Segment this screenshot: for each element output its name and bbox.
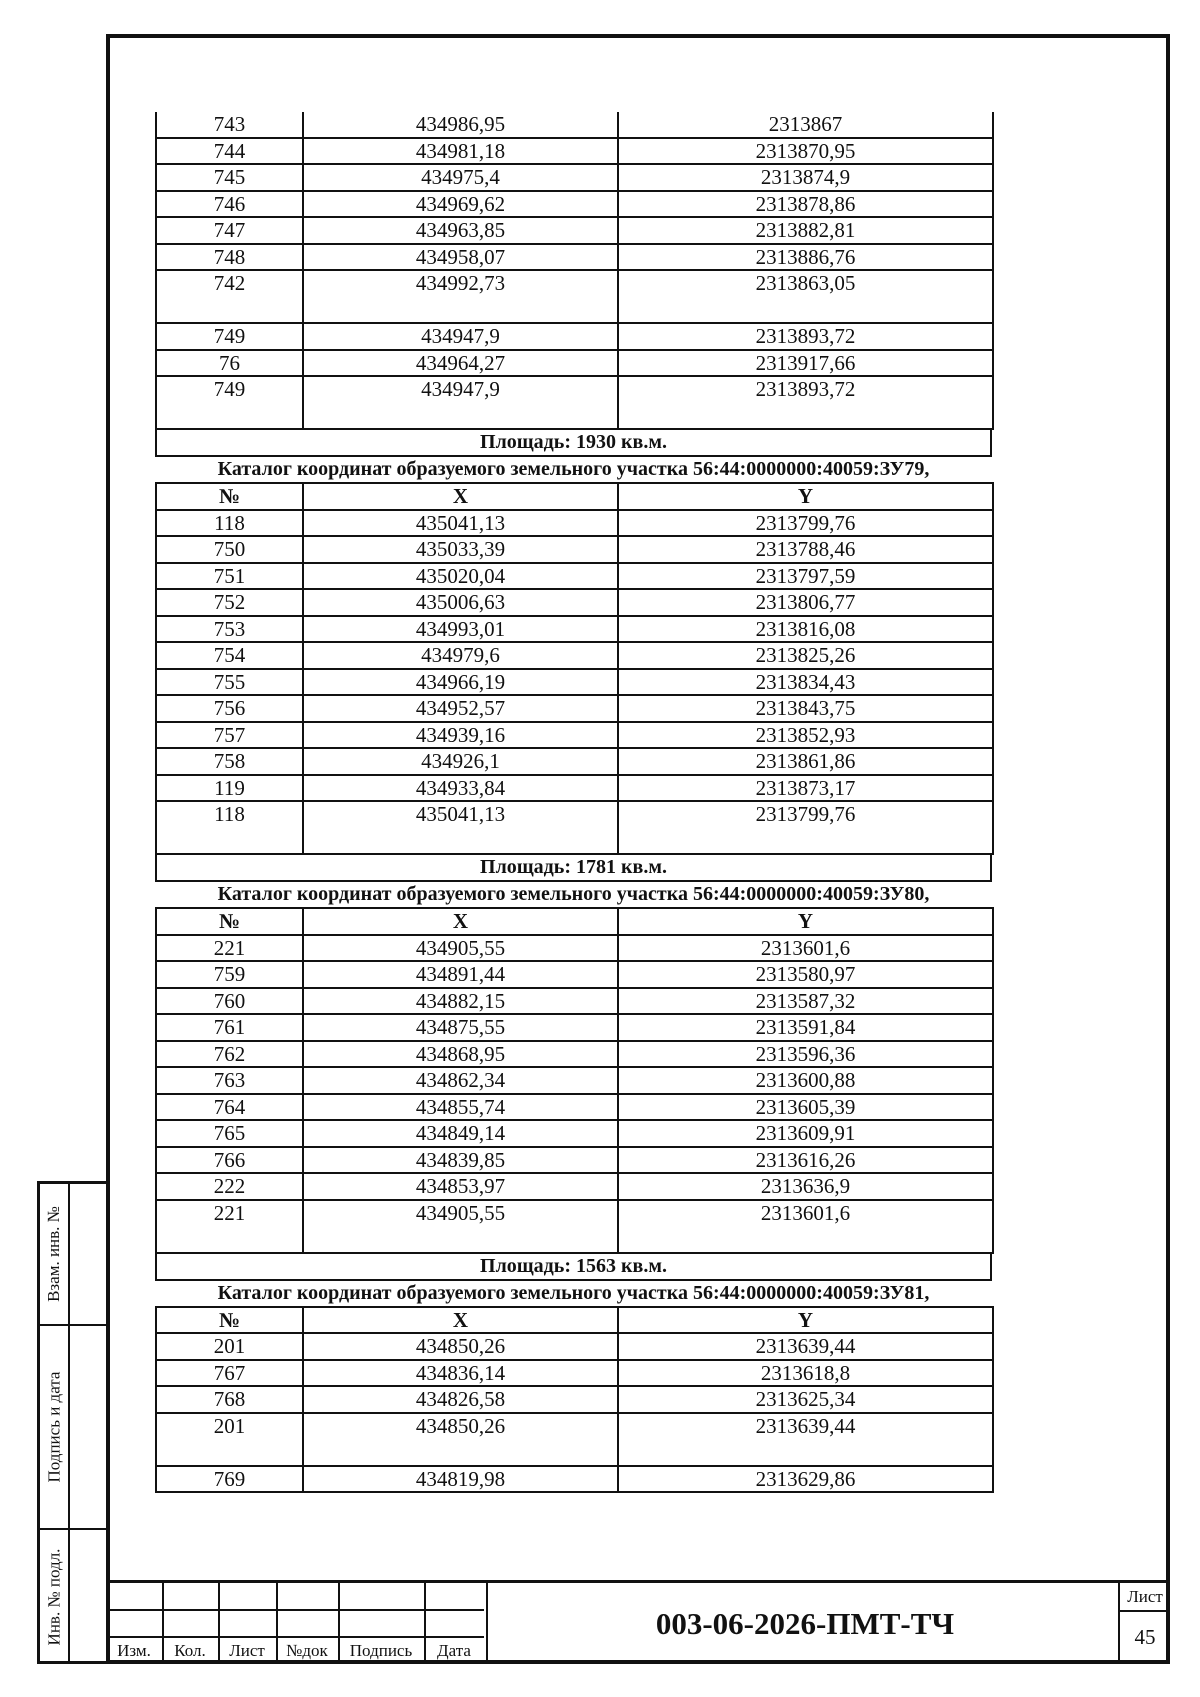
table-row [156,669,993,696]
coordinates-table [155,482,994,855]
revision-grid [106,1583,484,1664]
x-coordinate-cell: 434933,84 [303,775,618,802]
table-row [156,112,993,138]
x-header: X [303,1307,618,1334]
x-coordinate-cell: 434947,9 [303,323,618,350]
point-number-cell: 118 [156,801,303,854]
y-coordinate-cell: 2313600,88 [618,1067,993,1094]
x-coordinate-cell: 434891,44 [303,961,618,988]
x-coordinate-cell: 434926,1 [303,748,618,775]
point-number-cell: 752 [156,589,303,616]
point-number-cell: 747 [156,217,303,244]
point-number-cell: 760 [156,988,303,1015]
signature-label: Подпись [349,1641,413,1660]
y-coordinate-cell: 2313636,9 [618,1173,993,1200]
point-number-cell: 221 [156,935,303,962]
x-coordinate-cell: 434952,57 [303,695,618,722]
point-number-cell: 754 [156,642,303,669]
table-row [156,1147,993,1174]
table-row [156,1360,993,1387]
point-number-cell: 762 [156,1041,303,1068]
x-coordinate-cell: 434839,85 [303,1147,618,1174]
point-number-cell: 750 [156,536,303,563]
y-coordinate-cell: 2313580,97 [618,961,993,988]
point-number-cell: 751 [156,563,303,590]
y-coordinate-cell: 2313629,86 [618,1466,993,1493]
side-stamp [37,1181,106,1664]
point-number-cell: 756 [156,695,303,722]
table-header-row [156,483,993,510]
y-coordinate-cell: 2313799,76 [618,801,993,854]
x-coordinate-cell: 434963,85 [303,217,618,244]
y-coordinate-cell: 2313893,72 [618,376,993,429]
point-number-cell: 201 [156,1333,303,1360]
date-label: Дата [437,1641,471,1660]
document-code: 003-06-2026-ПМТ-ТЧ [486,1583,1122,1664]
y-coordinate-cell: 2313601,6 [618,1200,993,1253]
table-row [156,138,993,165]
x-coordinate-cell: 434958,07 [303,244,618,271]
y-coordinate-cell: 2313591,84 [618,1014,993,1041]
x-coordinate-cell: 435033,39 [303,536,618,563]
table-row [156,801,993,854]
x-coordinate-cell: 434853,97 [303,1173,618,1200]
x-coordinate-cell: 434849,14 [303,1120,618,1147]
table-row [156,616,993,643]
table-row [156,1413,993,1466]
y-coordinate-cell: 2313816,08 [618,616,993,643]
y-coordinate-cell: 2313870,95 [618,138,993,165]
y-coordinate-cell: 2313852,93 [618,722,993,749]
x-coordinate-cell: 434975,4 [303,164,618,191]
point-number-cell: 759 [156,961,303,988]
table-row [156,988,993,1015]
x-coordinate-cell: 435041,13 [303,510,618,537]
y-coordinate-cell: 2313878,86 [618,191,993,218]
side-cell-signature [40,1326,70,1530]
x-coordinate-cell: 434855,74 [303,1094,618,1121]
point-number-cell: 766 [156,1147,303,1174]
point-number-cell: 748 [156,244,303,271]
point-number-cell: 755 [156,669,303,696]
point-number-cell: 118 [156,510,303,537]
table-row [156,642,993,669]
x-coordinate-cell: 434905,55 [303,935,618,962]
point-number-cell: 769 [156,1466,303,1493]
point-number-cell: 758 [156,748,303,775]
table-row [156,270,993,323]
x-header: X [303,483,618,510]
x-coordinate-cell: 434850,26 [303,1413,618,1466]
side-label-original: Инв. № подл. [44,1548,63,1646]
x-coordinate-cell: 434969,62 [303,191,618,218]
table-row [156,1094,993,1121]
point-number-cell: 743 [156,112,303,138]
point-number-cell: 765 [156,1120,303,1147]
x-coordinate-cell: 434964,27 [303,350,618,377]
point-number-cell: 222 [156,1173,303,1200]
x-coordinate-cell: 434875,55 [303,1014,618,1041]
point-number-cell: 119 [156,775,303,802]
y-coordinate-cell: 2313587,32 [618,988,993,1015]
side-label-replacement: Взам. инв. № [44,1206,63,1302]
coordinates-table [155,907,994,1254]
y-coordinate-cell: 2313616,26 [618,1147,993,1174]
table-row [156,323,993,350]
point-number-cell: 744 [156,138,303,165]
point-number-cell: 763 [156,1067,303,1094]
catalog-title: Каталог координат образуемого земельного участка 56:44:0000000:40059:ЗУ80, [217,883,930,905]
count-label: Кол. [174,1641,206,1660]
area-summary: Площадь: 1930 кв.м. [155,430,992,457]
sheet-number: 45 [1134,1625,1156,1649]
point-number-cell: 76 [156,350,303,377]
y-coordinate-cell: 2313886,76 [618,244,993,271]
y-coordinate-cell: 2313639,44 [618,1413,993,1466]
side-cell-replacement [40,1184,70,1326]
y-coordinate-cell: 2313625,34 [618,1386,993,1413]
table-row [156,563,993,590]
sheet-box [1118,1583,1170,1664]
point-number-cell: 746 [156,191,303,218]
area-summary: Площадь: 1563 кв.м. [155,1254,992,1281]
point-number-cell: 764 [156,1094,303,1121]
table-header-row [156,1307,993,1334]
table-row [156,244,993,271]
table-row [156,1014,993,1041]
table-row [156,1173,993,1200]
y-header: Y [618,908,993,935]
y-coordinate-cell: 2313788,46 [618,536,993,563]
coordinates-table [155,112,994,430]
coordinate-catalogs [155,112,992,1493]
point-number-cell: 761 [156,1014,303,1041]
point-number-cell: 757 [156,722,303,749]
table-row [156,695,993,722]
y-coordinate-cell: 2313797,59 [618,563,993,590]
y-coordinate-cell: 2313806,77 [618,589,993,616]
table-row [156,589,993,616]
y-coordinate-cell: 2313843,75 [618,695,993,722]
table-row [156,1200,993,1253]
y-header: Y [618,1307,993,1334]
x-coordinate-cell: 435020,04 [303,563,618,590]
x-coordinate-cell: 434981,18 [303,138,618,165]
y-coordinate-cell: 2313609,91 [618,1120,993,1147]
table-row [156,1466,993,1493]
point-number-cell: 768 [156,1386,303,1413]
catalog-title: Каталог координат образуемого земельного участка 56:44:0000000:40059:ЗУ79, [217,458,930,480]
y-coordinate-cell: 2313639,44 [618,1333,993,1360]
x-coordinate-cell: 435006,63 [303,589,618,616]
table-row [156,1067,993,1094]
x-coordinate-cell: 434993,01 [303,616,618,643]
y-coordinate-cell: 2313867 [618,112,993,138]
y-coordinate-cell: 2313799,76 [618,510,993,537]
x-coordinate-cell: 434868,95 [303,1041,618,1068]
table-row [156,775,993,802]
x-coordinate-cell: 434882,15 [303,988,618,1015]
y-coordinate-cell: 2313861,86 [618,748,993,775]
x-coordinate-cell: 434966,19 [303,669,618,696]
point-number-cell: 745 [156,164,303,191]
side-label-signature: Подпись и дата [44,1371,63,1483]
number-header: № [156,483,303,510]
y-coordinate-cell: 2313917,66 [618,350,993,377]
y-coordinate-cell: 2313605,39 [618,1094,993,1121]
table-row [156,1386,993,1413]
table-row [156,350,993,377]
change-label: Изм. [117,1641,151,1660]
doc-number-label: №док [286,1641,328,1660]
table-row [156,722,993,749]
x-coordinate-cell: 434819,98 [303,1466,618,1493]
point-number-cell: 767 [156,1360,303,1387]
y-coordinate-cell: 2313863,05 [618,270,993,323]
side-cell-original [40,1530,70,1664]
table-row [156,376,993,429]
y-coordinate-cell: 2313596,36 [618,1041,993,1068]
table-row [156,191,993,218]
table-row [156,510,993,537]
point-number-cell: 742 [156,270,303,323]
x-coordinate-cell: 434986,95 [303,112,618,138]
sheet-col-label: Лист [229,1641,265,1660]
y-coordinate-cell: 2313618,8 [618,1360,993,1387]
table-header-row [156,908,993,935]
coordinates-table [155,1306,994,1494]
y-coordinate-cell: 2313893,72 [618,323,993,350]
table-row [156,748,993,775]
table-row [156,1120,993,1147]
table-row [156,217,993,244]
x-coordinate-cell: 434939,16 [303,722,618,749]
y-coordinate-cell: 2313834,43 [618,669,993,696]
x-coordinate-cell: 434862,34 [303,1067,618,1094]
x-coordinate-cell: 434836,14 [303,1360,618,1387]
y-coordinate-cell: 2313825,26 [618,642,993,669]
x-coordinate-cell: 434905,55 [303,1200,618,1253]
point-number-cell: 753 [156,616,303,643]
table-row [156,961,993,988]
y-coordinate-cell: 2313601,6 [618,935,993,962]
y-coordinate-cell: 2313873,17 [618,775,993,802]
x-coordinate-cell: 434826,58 [303,1386,618,1413]
number-header: № [156,908,303,935]
number-header: № [156,1307,303,1334]
title-block [106,1580,1170,1664]
y-coordinate-cell: 2313874,9 [618,164,993,191]
table-row [156,536,993,563]
catalog-title: Каталог координат образуемого земельного участка 56:44:0000000:40059:ЗУ81, [217,1281,930,1304]
point-number-cell: 749 [156,323,303,350]
x-coordinate-cell: 434979,6 [303,642,618,669]
table-row [156,1333,993,1360]
area-summary: Площадь: 1781 кв.м. [155,855,992,882]
table-row [156,164,993,191]
x-coordinate-cell: 434850,26 [303,1333,618,1360]
sheet-label: Лист [1120,1583,1170,1612]
x-coordinate-cell: 434947,9 [303,376,618,429]
point-number-cell: 749 [156,376,303,429]
y-header: Y [618,483,993,510]
point-number-cell: 201 [156,1413,303,1466]
x-header: X [303,908,618,935]
x-coordinate-cell: 434992,73 [303,270,618,323]
x-coordinate-cell: 435041,13 [303,801,618,854]
table-row [156,935,993,962]
y-coordinate-cell: 2313882,81 [618,217,993,244]
point-number-cell: 221 [156,1200,303,1253]
table-row [156,1041,993,1068]
